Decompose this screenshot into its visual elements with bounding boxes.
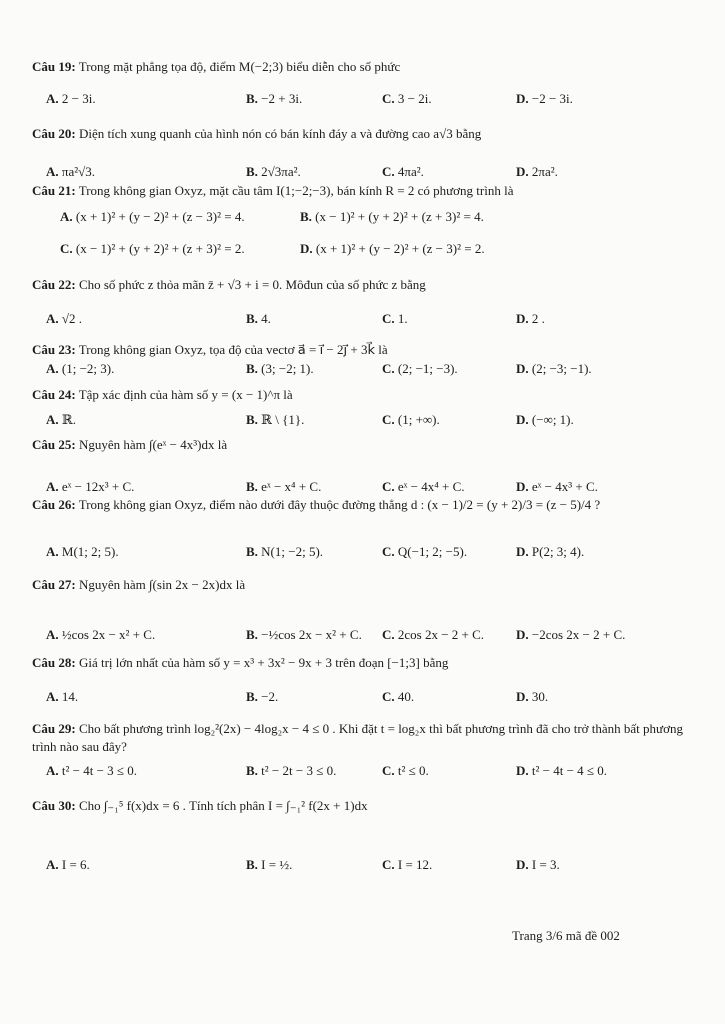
option-key: C. xyxy=(60,241,73,256)
option-text: 1. xyxy=(394,311,408,326)
option-key: A. xyxy=(46,544,59,559)
question-text: Nguyên hàm ∫(eˣ − 4x³)dx là xyxy=(75,437,228,452)
option-key: D. xyxy=(516,412,529,427)
option-text: (3; −2; 1). xyxy=(257,361,314,376)
answer-option[interactable] xyxy=(382,90,432,108)
option-key: A. xyxy=(46,311,59,326)
option-key: A. xyxy=(46,763,59,778)
option-text: t² − 2t − 3 ≤ 0. xyxy=(257,763,337,778)
question-stem xyxy=(32,654,705,672)
answer-option[interactable] xyxy=(382,626,484,644)
answer-option[interactable] xyxy=(516,90,573,108)
option-text: 30. xyxy=(528,689,549,704)
option-text: eˣ − 12x³ + C. xyxy=(58,479,135,494)
option-text: 14. xyxy=(58,689,79,704)
option-text: (x − 1)² + (y + 2)² + (z + 3)² = 4. xyxy=(311,209,484,224)
option-key: C. xyxy=(382,689,395,704)
option-text: (−∞; 1). xyxy=(528,412,574,427)
option-text: (1; −2; 3). xyxy=(58,361,115,376)
option-text: I = 3. xyxy=(528,857,560,872)
answer-option[interactable] xyxy=(246,688,278,706)
option-key: D. xyxy=(516,857,529,872)
option-text: (x + 1)² + (y − 2)² + (z − 3)² = 4. xyxy=(72,209,245,224)
option-text: P(2; 3; 4). xyxy=(528,544,585,559)
question-stem xyxy=(32,341,705,359)
option-text: 4πa². xyxy=(394,164,424,179)
answer-option[interactable] xyxy=(382,688,414,706)
answer-option[interactable] xyxy=(246,626,362,644)
option-text: ½cos 2x − x² + C. xyxy=(58,627,156,642)
question-text: Tập xác định của hàm số y = (x − 1)^π là xyxy=(75,387,293,402)
question-text: Trong không gian Oxyz, mặt cầu tâm I(1;−2;−3), bán kính R = 2 có phương trình là xyxy=(75,183,514,198)
answer-option[interactable] xyxy=(516,360,592,378)
option-key: A. xyxy=(60,209,73,224)
option-key: A. xyxy=(46,689,59,704)
answer-option[interactable] xyxy=(46,478,134,496)
answer-option[interactable] xyxy=(46,543,119,561)
option-text: (2; −3; −1). xyxy=(528,361,592,376)
option-key: B. xyxy=(246,763,258,778)
option-text: t² ≤ 0. xyxy=(394,763,429,778)
option-text: 4. xyxy=(257,311,271,326)
question-label: Câu 20: xyxy=(32,126,76,141)
answer-option[interactable] xyxy=(246,478,321,496)
question-text: Trong không gian Oxyz, tọa độ của vectơ a⃗ = i⃗ − 2j⃗ + 3k⃗ là xyxy=(75,342,388,357)
option-key: C. xyxy=(382,857,395,872)
answer-option[interactable] xyxy=(516,163,558,181)
answer-option[interactable] xyxy=(516,478,598,496)
answer-option[interactable] xyxy=(516,543,584,561)
option-key: A. xyxy=(46,479,59,494)
answer-option[interactable] xyxy=(382,360,458,378)
option-text: t² − 4t − 3 ≤ 0. xyxy=(58,763,138,778)
option-text: −2 + 3i. xyxy=(257,91,303,106)
answer-option[interactable] xyxy=(516,626,625,644)
answer-option[interactable] xyxy=(382,411,440,429)
option-key: B. xyxy=(246,479,258,494)
question-label: Câu 29: xyxy=(32,721,76,736)
option-text: eˣ − x⁴ + C. xyxy=(257,479,322,494)
question-label: Câu 19: xyxy=(32,59,76,74)
option-text: I = 12. xyxy=(394,857,433,872)
answer-option[interactable] xyxy=(246,360,314,378)
question-label: Câu 24: xyxy=(32,387,76,402)
answer-option[interactable] xyxy=(246,90,302,108)
option-text: M(1; 2; 5). xyxy=(58,544,119,559)
option-text: (x + 1)² + (y − 2)² + (z − 3)² = 2. xyxy=(312,241,485,256)
answer-option[interactable] xyxy=(382,856,432,874)
question-text: Nguyên hàm ∫(sin 2x − 2x)dx là xyxy=(75,577,246,592)
option-key: C. xyxy=(382,311,395,326)
option-key: D. xyxy=(516,311,529,326)
option-key: A. xyxy=(46,91,59,106)
question-stem xyxy=(32,386,705,404)
option-key: D. xyxy=(516,627,529,642)
page-footer: Trang 3/6 mã đề 002 xyxy=(512,928,620,943)
answer-option[interactable] xyxy=(246,856,292,874)
option-key: D. xyxy=(516,479,529,494)
option-text: 3 − 2i. xyxy=(394,91,432,106)
question-text: Giá trị lớn nhất của hàm số y = x³ + 3x² − 9x + 3 trên đoạn [−1;3] bằng xyxy=(75,655,449,670)
answer-option[interactable] xyxy=(516,762,607,780)
question-stem xyxy=(32,496,705,514)
answer-option[interactable] xyxy=(60,240,245,258)
answer-option[interactable] xyxy=(246,310,271,328)
option-key: A. xyxy=(46,857,59,872)
option-key: C. xyxy=(382,627,395,642)
option-text: I = ½. xyxy=(257,857,293,872)
answer-option[interactable] xyxy=(516,688,548,706)
option-text: ℝ. xyxy=(58,412,76,427)
option-text: ℝ \ {1}. xyxy=(257,412,305,427)
question-label: Câu 23: xyxy=(32,342,76,357)
option-key: D. xyxy=(516,544,529,559)
option-key: B. xyxy=(246,311,258,326)
answer-option[interactable] xyxy=(46,90,96,108)
option-key: B. xyxy=(246,627,258,642)
question-label: Câu 22: xyxy=(32,277,76,292)
question-label: Câu 21: xyxy=(32,183,76,198)
option-text: (1; +∞). xyxy=(394,412,440,427)
question-stem xyxy=(32,436,705,454)
question-stem xyxy=(32,182,705,200)
option-key: B. xyxy=(246,361,258,376)
option-key: D. xyxy=(516,763,529,778)
option-key: A. xyxy=(46,361,59,376)
option-text: (2; −1; −3). xyxy=(394,361,458,376)
option-key: B. xyxy=(246,689,258,704)
option-key: C. xyxy=(382,479,395,494)
option-text: 40. xyxy=(394,689,415,704)
option-text: t² − 4t − 4 ≤ 0. xyxy=(528,763,608,778)
answer-option[interactable] xyxy=(246,543,323,561)
option-text: 2cos 2x − 2 + C. xyxy=(394,627,485,642)
option-key: A. xyxy=(46,164,59,179)
answer-option[interactable] xyxy=(382,478,465,496)
answer-option[interactable] xyxy=(516,310,545,328)
option-key: D. xyxy=(300,241,313,256)
option-text: (x − 1)² + (y + 2)² + (z + 3)² = 2. xyxy=(72,241,245,256)
option-text: N(1; −2; 5). xyxy=(257,544,324,559)
question-stem xyxy=(32,276,705,294)
option-key: C. xyxy=(382,412,395,427)
answer-option[interactable] xyxy=(46,360,114,378)
option-key: D. xyxy=(516,91,529,106)
option-key: B. xyxy=(300,209,312,224)
option-text: −2 − 3i. xyxy=(528,91,573,106)
answer-option[interactable] xyxy=(46,688,78,706)
question-text: Trong mặt phẳng tọa độ, điểm M(−2;3) biểu diễn cho số phức xyxy=(75,59,401,74)
question-stem xyxy=(32,797,705,815)
answer-option[interactable] xyxy=(60,208,245,226)
question-label: Câu 27: xyxy=(32,577,76,592)
answer-option[interactable] xyxy=(46,856,90,874)
question-stem xyxy=(32,576,705,594)
option-key: B. xyxy=(246,412,258,427)
option-key: B. xyxy=(246,857,258,872)
option-text: −2cos 2x − 2 + C. xyxy=(528,627,626,642)
answer-option[interactable] xyxy=(300,240,485,258)
question-label: Câu 28: xyxy=(32,655,76,670)
option-key: B. xyxy=(246,164,258,179)
option-text: 2 . xyxy=(528,311,545,326)
option-key: D. xyxy=(516,689,529,704)
option-text: eˣ − 4x³ + C. xyxy=(528,479,598,494)
answer-option[interactable] xyxy=(46,626,155,644)
option-key: C. xyxy=(382,164,395,179)
answer-option[interactable] xyxy=(516,856,560,874)
option-key: C. xyxy=(382,763,395,778)
question-text: Cho số phức z thỏa mãn z̄ + √3 + i = 0. Môđun của số phức z bằng xyxy=(75,277,426,292)
option-key: D. xyxy=(516,361,529,376)
answer-option[interactable] xyxy=(382,543,467,561)
question-text: Cho ∫₋₁⁵ f(x)dx = 6 . Tính tích phân I = ∫₋₁² f(2x + 1)dx xyxy=(75,798,368,813)
option-text: I = 6. xyxy=(58,857,90,872)
option-key: C. xyxy=(382,91,395,106)
option-text: eˣ − 4x⁴ + C. xyxy=(394,479,465,494)
question-stem xyxy=(32,720,705,756)
option-text: Q(−1; 2; −5). xyxy=(394,544,468,559)
option-text: √2 . xyxy=(58,311,83,326)
answer-option[interactable] xyxy=(300,208,484,226)
question-label: Câu 30: xyxy=(32,798,76,813)
question-stem xyxy=(32,125,705,143)
option-key: A. xyxy=(46,412,59,427)
option-text: −½cos 2x − x² + C. xyxy=(257,627,362,642)
question-label: Câu 25: xyxy=(32,437,76,452)
answer-option[interactable] xyxy=(46,762,137,780)
answer-option[interactable] xyxy=(246,762,336,780)
question-text: Cho bất phương trình log₂²(2x) − 4log₂x − 4 ≤ 0 . Khi đặt t = log₂x thì bất phương trình đã cho trở thành bất phương trình nào sau đây? xyxy=(32,721,683,754)
option-key: D. xyxy=(516,164,529,179)
option-text: 2√3πa². xyxy=(257,164,301,179)
question-label: Câu 26: xyxy=(32,497,76,512)
question-stem xyxy=(32,58,705,76)
answer-option[interactable] xyxy=(46,310,82,328)
option-key: A. xyxy=(46,627,59,642)
answer-option[interactable] xyxy=(46,163,95,181)
question-text: Diện tích xung quanh của hình nón có bán kính đáy a và đường cao a√3 bằng xyxy=(75,126,482,141)
answer-option[interactable] xyxy=(246,163,301,181)
option-key: C. xyxy=(382,361,395,376)
option-text: 2πa². xyxy=(528,164,558,179)
question-text: Trong không gian Oxyz, điểm nào dưới đây thuộc đường thẳng d : (x − 1)/2 = (y + 2)/3 = (z − 5)/4 ? xyxy=(75,497,601,512)
answer-option[interactable] xyxy=(516,411,574,429)
option-text: πa²√3. xyxy=(58,164,96,179)
answer-option[interactable] xyxy=(382,762,429,780)
answer-option[interactable] xyxy=(382,310,408,328)
option-text: 2 − 3i. xyxy=(58,91,96,106)
answer-option[interactable] xyxy=(46,411,76,429)
option-key: B. xyxy=(246,544,258,559)
answer-option[interactable] xyxy=(382,163,424,181)
option-key: B. xyxy=(246,91,258,106)
answer-option[interactable] xyxy=(246,411,304,429)
option-text: −2. xyxy=(257,689,279,704)
option-key: C. xyxy=(382,544,395,559)
